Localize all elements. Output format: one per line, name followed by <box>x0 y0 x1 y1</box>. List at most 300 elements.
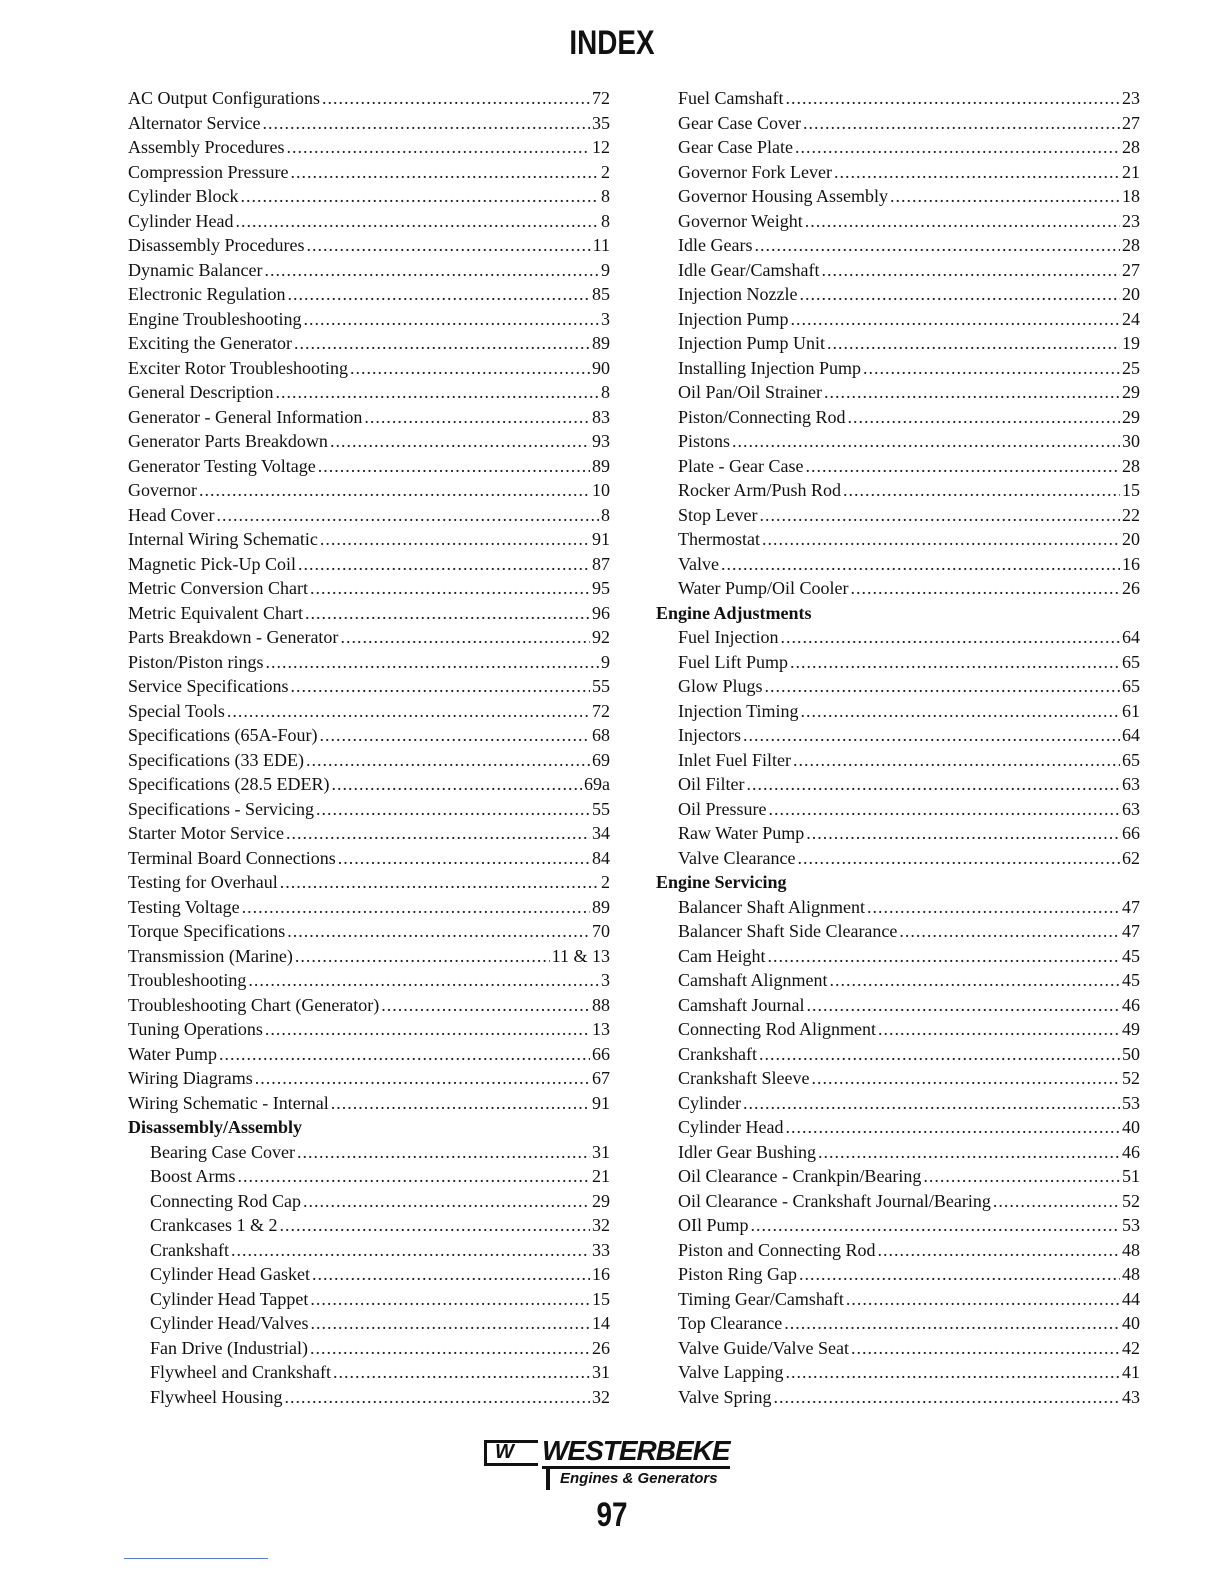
dot-leader <box>312 1262 590 1287</box>
dot-leader <box>279 1213 590 1238</box>
entry-page: 83 <box>592 406 610 427</box>
entry-page: 27 <box>1122 259 1140 280</box>
index-entry <box>128 552 610 577</box>
entry-page: 91 <box>592 1092 610 1113</box>
dot-leader <box>769 797 1121 822</box>
index-entry <box>128 772 610 797</box>
entry-label: Magnetic Pick-Up Coil <box>128 553 296 574</box>
entry-page: 93 <box>592 431 610 451</box>
entry-page: 34 <box>592 823 610 843</box>
index-entry <box>128 527 610 552</box>
index-entry <box>128 1017 610 1042</box>
entry-page: 67 <box>592 1068 610 1088</box>
entry-label: Wiring Diagrams <box>128 1068 253 1088</box>
entry-page: 64 <box>1122 725 1140 745</box>
index-entry <box>128 1360 610 1385</box>
index-entry <box>656 209 1140 234</box>
index-entry <box>656 135 1140 160</box>
entry-label: Service Specifications <box>128 676 289 696</box>
index-entry <box>128 160 610 185</box>
dot-leader <box>310 1311 590 1336</box>
entry-page: 66 <box>592 1043 610 1064</box>
entry-label: Raw Water Pump <box>678 823 805 843</box>
entry-page: 44 <box>1122 1288 1140 1309</box>
dot-leader <box>851 1336 1120 1361</box>
entry-page: 25 <box>1122 357 1140 378</box>
dot-leader <box>286 135 590 160</box>
entry-label: Exciting the Generator <box>128 333 292 353</box>
dot-leader <box>331 772 582 797</box>
entry-label: OIl Pump <box>678 1215 749 1235</box>
index-entry <box>656 748 1140 773</box>
entry-page: 35 <box>592 112 610 133</box>
entry-label: Fuel Lift Pump <box>678 651 789 672</box>
index-entry <box>128 1385 610 1410</box>
entry-page: 89 <box>592 455 610 476</box>
entry-label: Injection Timing <box>678 700 799 721</box>
entry-label: Crankcases 1 & 2 <box>150 1215 278 1235</box>
index-entry <box>128 1066 610 1091</box>
entry-label: Metric Equivalent Chart <box>128 602 303 623</box>
dot-leader <box>824 380 1120 405</box>
entry-label: Metric Conversion Chart <box>128 578 308 598</box>
dot-leader <box>199 478 590 503</box>
dot-leader <box>923 1164 1120 1189</box>
dot-leader <box>255 1066 590 1091</box>
entry-label: Head Cover <box>128 504 215 525</box>
index-entry <box>656 772 1140 797</box>
entry-label: Specifications (33 EDE) <box>128 749 304 770</box>
index-entry <box>128 1042 610 1067</box>
index-column-left <box>128 86 610 1409</box>
entry-label: Testing Voltage <box>128 896 240 917</box>
index-entry <box>656 282 1140 307</box>
entry-page: 87 <box>592 553 610 574</box>
entry-label: Rocker Arm/Push Rod <box>678 480 842 500</box>
index-entry <box>128 723 610 748</box>
entry-page: 2 <box>601 161 610 182</box>
index-entry <box>128 1238 610 1263</box>
dot-leader <box>280 870 599 895</box>
dot-leader <box>333 1360 590 1385</box>
index-entry <box>656 699 1140 724</box>
dot-leader <box>759 503 1120 528</box>
index-entry <box>128 1164 610 1189</box>
index-entry <box>656 1115 1140 1140</box>
dot-leader <box>784 1311 1120 1336</box>
entry-page: 88 <box>592 994 610 1015</box>
index-entry <box>128 1336 610 1361</box>
entry-label: Tuning Operations <box>128 1019 263 1039</box>
entry-label: Troubleshooting <box>128 970 247 990</box>
entry-page: 70 <box>592 921 610 941</box>
entry-label: Crankshaft Sleeve <box>678 1068 810 1088</box>
entry-page: 61 <box>1122 700 1140 721</box>
entry-page: 41 <box>1122 1362 1140 1382</box>
entry-page: 46 <box>1122 994 1140 1015</box>
dot-leader <box>322 86 590 111</box>
index-entry <box>128 1189 610 1214</box>
entry-page: 9 <box>601 651 610 672</box>
entry-page: 46 <box>1122 1141 1140 1162</box>
dot-leader <box>751 1213 1120 1238</box>
index-entry <box>656 576 1140 601</box>
index-entry <box>656 650 1140 675</box>
entry-label: Cylinder Head Gasket <box>150 1264 310 1284</box>
index-entry <box>656 1017 1140 1042</box>
entry-label: Governor Fork Lever <box>678 161 832 182</box>
dot-leader <box>843 478 1120 503</box>
index-entry <box>656 478 1140 503</box>
entry-page: 18 <box>1122 186 1140 206</box>
dot-leader <box>743 723 1120 748</box>
entry-page: 47 <box>1122 921 1140 941</box>
entry-page: 48 <box>1122 1264 1140 1284</box>
index-entry <box>128 699 610 724</box>
dot-leader <box>287 282 590 307</box>
index-entry <box>656 1262 1140 1287</box>
entry-page: 48 <box>1122 1239 1140 1260</box>
dot-leader <box>890 184 1120 209</box>
entry-page: 13 <box>592 1019 610 1039</box>
dot-leader <box>298 552 590 577</box>
index-entry <box>656 527 1140 552</box>
entry-page: 20 <box>1122 529 1140 549</box>
entry-page: 89 <box>592 896 610 917</box>
index-entry <box>656 993 1140 1018</box>
index-entry <box>128 429 610 454</box>
index-entry <box>656 1336 1140 1361</box>
dot-leader <box>350 356 590 381</box>
entry-label: Special Tools <box>128 700 225 721</box>
index-entry <box>656 1140 1140 1165</box>
dot-leader <box>805 454 1120 479</box>
dot-leader <box>732 429 1120 454</box>
entry-label: Oil Pressure <box>678 798 767 819</box>
dot-leader <box>785 1360 1120 1385</box>
index-entry <box>656 968 1140 993</box>
entry-page: 21 <box>592 1166 610 1186</box>
index-entry <box>128 111 610 136</box>
entry-label: Specifications (65A-Four) <box>128 725 318 745</box>
index-entry <box>656 233 1140 258</box>
entry-label: Connecting Rod Cap <box>150 1190 301 1211</box>
index-entry <box>128 1091 610 1116</box>
entry-label: Wiring Schematic - Internal <box>128 1092 329 1113</box>
entry-page: 14 <box>592 1313 610 1333</box>
entry-label: Camshaft Alignment <box>678 970 828 990</box>
entry-label: Oil Clearance - Crankpin/Bearing <box>678 1166 922 1186</box>
dot-leader <box>803 111 1120 136</box>
entry-label: Gear Case Plate <box>678 137 793 157</box>
dot-leader <box>765 674 1120 699</box>
entry-label: Injectors <box>678 725 741 745</box>
index-entry <box>128 331 610 356</box>
entry-label: Crankshaft <box>678 1043 757 1064</box>
index-entry <box>656 1164 1140 1189</box>
entry-label: Engine Troubleshooting <box>128 308 302 329</box>
dot-leader <box>291 160 600 185</box>
entry-label: Piston/Connecting Rod <box>678 406 846 427</box>
dot-leader <box>310 1336 590 1361</box>
dot-leader <box>265 1017 590 1042</box>
entry-label: Plate - Gear Case <box>678 455 804 476</box>
index-entry <box>656 674 1140 699</box>
dot-leader <box>285 1385 591 1410</box>
index-entry <box>128 1262 610 1287</box>
entry-page: 28 <box>1122 137 1140 157</box>
entry-page: 89 <box>592 333 610 353</box>
index-entry <box>128 870 610 895</box>
entry-page: 2 <box>601 872 610 892</box>
entry-page: 55 <box>592 676 610 696</box>
entry-page: 22 <box>1122 504 1140 525</box>
entry-label: Torque Specifications <box>128 921 286 941</box>
dot-leader <box>797 846 1120 871</box>
entry-page: 21 <box>1122 161 1140 182</box>
entry-label: Fan Drive (Industrial) <box>150 1337 308 1358</box>
entry-label: Transmission (Marine) <box>128 945 293 966</box>
index-entry <box>656 111 1140 136</box>
entry-label: Oil Pan/Oil Strainer <box>678 382 822 402</box>
dot-leader <box>238 1164 590 1189</box>
dot-leader <box>306 748 590 773</box>
entry-page: 28 <box>1122 235 1140 255</box>
dot-leader <box>799 282 1120 307</box>
entry-page: 40 <box>1122 1117 1140 1137</box>
page-number: 97 <box>596 1496 628 1534</box>
index-entry <box>656 723 1140 748</box>
entry-label: Flywheel and Crankshaft <box>150 1362 331 1382</box>
index-entry <box>656 895 1140 920</box>
entry-label: Testing for Overhaul <box>128 872 278 892</box>
dot-leader <box>290 674 590 699</box>
entry-label: Glow Plugs <box>678 676 763 696</box>
index-entry <box>128 944 610 969</box>
dot-leader <box>227 699 590 724</box>
entry-label: Fuel Injection <box>678 627 779 647</box>
entry-page: 23 <box>1122 210 1140 231</box>
entry-page: 63 <box>1122 774 1140 794</box>
dot-leader <box>303 1189 590 1214</box>
entry-label: Timing Gear/Camshaft <box>678 1288 844 1309</box>
dot-leader <box>320 527 590 552</box>
dot-leader <box>306 233 590 258</box>
entry-label: Alternator Service <box>128 112 261 133</box>
entry-page: 27 <box>1122 112 1140 133</box>
dot-leader <box>805 209 1120 234</box>
index-entry <box>656 1287 1140 1312</box>
entry-page: 53 <box>1122 1215 1140 1235</box>
index-entry <box>656 919 1140 944</box>
logo-mark-icon: W <box>484 1440 538 1466</box>
entry-page: 69a <box>584 774 610 794</box>
index-entry <box>656 1238 1140 1263</box>
entry-label: Balancer Shaft Side Clearance <box>678 921 898 941</box>
index-entry <box>656 331 1140 356</box>
dot-leader <box>743 1091 1120 1116</box>
entry-label: General Description <box>128 382 274 402</box>
dot-leader <box>295 944 550 969</box>
entry-label: Thermostat <box>678 529 760 549</box>
dot-leader <box>310 576 590 601</box>
entry-page: 8 <box>601 210 610 231</box>
entry-page: 51 <box>1122 1166 1140 1186</box>
entry-page: 62 <box>1122 847 1140 868</box>
dot-leader <box>795 135 1120 160</box>
entry-label: Idler Gear Bushing <box>678 1141 816 1162</box>
dot-leader <box>319 723 590 748</box>
dot-leader <box>275 380 599 405</box>
dot-leader <box>878 1017 1120 1042</box>
dot-leader <box>338 846 590 871</box>
section-heading: Engine Servicing <box>656 872 787 892</box>
entry-label: Cylinder Head/Valves <box>150 1313 309 1333</box>
index-entry <box>128 356 610 381</box>
index-entry <box>128 895 610 920</box>
entry-label: Idle Gears <box>678 235 753 255</box>
entry-label: Disassembly Procedures <box>128 235 305 255</box>
entry-page: 47 <box>1122 896 1140 917</box>
dot-leader <box>762 527 1120 552</box>
entry-page: 29 <box>1122 382 1140 402</box>
entry-page: 3 <box>601 970 610 990</box>
index-entry <box>656 1091 1140 1116</box>
entry-label: Piston Ring Gap <box>678 1264 798 1284</box>
entry-label: Exciter Rotor Troubleshooting <box>128 357 348 378</box>
index-entry <box>128 1140 610 1165</box>
entry-label: Stop Lever <box>678 504 758 525</box>
dot-leader <box>899 919 1120 944</box>
index-entry <box>656 307 1140 332</box>
index-entry <box>656 944 1140 969</box>
dot-leader <box>806 993 1120 1018</box>
index-entry <box>128 503 610 528</box>
section-heading: Engine Adjustments <box>656 602 812 623</box>
entry-label: Specifications - Servicing <box>128 798 314 819</box>
dot-leader <box>294 331 590 356</box>
entry-page: 12 <box>592 137 610 157</box>
dot-leader <box>878 1238 1121 1263</box>
entry-page: 32 <box>592 1386 610 1407</box>
dot-leader <box>811 1066 1120 1091</box>
index-entry <box>656 1042 1140 1067</box>
index-entry <box>656 1213 1140 1238</box>
dot-leader <box>774 1385 1121 1410</box>
index-entry <box>128 478 610 503</box>
brand-name: WESTERBEKE <box>542 1436 730 1469</box>
entry-page: 63 <box>1122 798 1140 819</box>
index-entry <box>128 135 610 160</box>
index-entry <box>128 576 610 601</box>
index-entry <box>656 1385 1140 1410</box>
entry-page: 40 <box>1122 1313 1140 1333</box>
entry-label: Top Clearance <box>678 1313 783 1333</box>
entry-label: Governor <box>128 480 197 500</box>
dot-leader <box>846 1287 1120 1312</box>
entry-page: 9 <box>601 259 610 280</box>
entry-page: 30 <box>1122 431 1140 451</box>
entry-page: 68 <box>592 725 610 745</box>
dot-leader <box>818 1140 1120 1165</box>
index-entry <box>656 503 1140 528</box>
index-entry <box>128 821 610 846</box>
entry-label: Camshaft Journal <box>678 994 805 1015</box>
entry-label: Internal Wiring Schematic <box>128 529 318 549</box>
entry-label: Pistons <box>678 431 731 451</box>
index-entry <box>128 258 610 283</box>
index-entry <box>128 674 610 699</box>
entry-label: Gear Case Cover <box>678 112 801 133</box>
dot-leader <box>793 748 1120 773</box>
westerbeke-logo <box>484 1436 744 1496</box>
index-entry <box>656 797 1140 822</box>
entry-label: Valve <box>678 553 719 574</box>
dot-leader <box>785 1115 1120 1140</box>
entry-page: 10 <box>592 480 610 500</box>
entry-page: 29 <box>592 1190 610 1211</box>
dot-leader <box>235 209 599 234</box>
entry-page: 19 <box>1122 333 1140 353</box>
entry-page: 43 <box>1122 1386 1140 1407</box>
dot-leader <box>829 968 1120 993</box>
entry-page: 15 <box>592 1288 610 1309</box>
dot-leader <box>747 772 1121 797</box>
entry-page: 96 <box>592 602 610 623</box>
entry-page: 15 <box>1122 480 1140 500</box>
entry-label: Cylinder <box>678 1092 741 1113</box>
index-column-right <box>656 86 1140 1409</box>
entry-page: 32 <box>592 1215 610 1235</box>
dot-leader <box>330 429 590 454</box>
dot-leader <box>219 1042 590 1067</box>
dot-leader <box>287 919 590 944</box>
index-entry <box>656 160 1140 185</box>
dot-leader <box>364 405 590 430</box>
dot-leader <box>827 331 1120 356</box>
dot-leader <box>806 821 1120 846</box>
entry-label: Terminal Board Connections <box>128 847 336 868</box>
entry-page: 28 <box>1122 455 1140 476</box>
entry-page: 3 <box>601 308 610 329</box>
dot-leader <box>340 625 590 650</box>
index-entry <box>656 846 1140 871</box>
dot-leader <box>241 184 600 209</box>
entry-label: Specifications (28.5 EDER) <box>128 774 330 794</box>
entry-label: Cylinder Head <box>128 210 234 231</box>
entry-page: 20 <box>1122 284 1140 304</box>
index-entry <box>128 307 610 332</box>
entry-label: Dynamic Balancer <box>128 259 263 280</box>
entry-page: 26 <box>592 1337 610 1358</box>
index-entry <box>656 1311 1140 1336</box>
entry-label: Compression Pressure <box>128 161 289 182</box>
entry-label: Connecting Rod Alignment <box>678 1019 876 1039</box>
entry-label: Idle Gear/Camshaft <box>678 259 820 280</box>
dot-leader <box>821 258 1120 283</box>
entry-page: 16 <box>592 1264 610 1284</box>
entry-page: 84 <box>592 847 610 868</box>
index-entry <box>128 797 610 822</box>
entry-label: Injection Pump <box>678 308 789 329</box>
index-entry <box>128 233 610 258</box>
entry-page: 50 <box>1122 1043 1140 1064</box>
entry-label: Valve Spring <box>678 1386 772 1407</box>
entry-label: Valve Lapping <box>678 1362 784 1382</box>
entry-label: Generator - General Information <box>128 406 363 427</box>
entry-page: 31 <box>592 1141 610 1162</box>
entry-page: 8 <box>601 382 610 402</box>
